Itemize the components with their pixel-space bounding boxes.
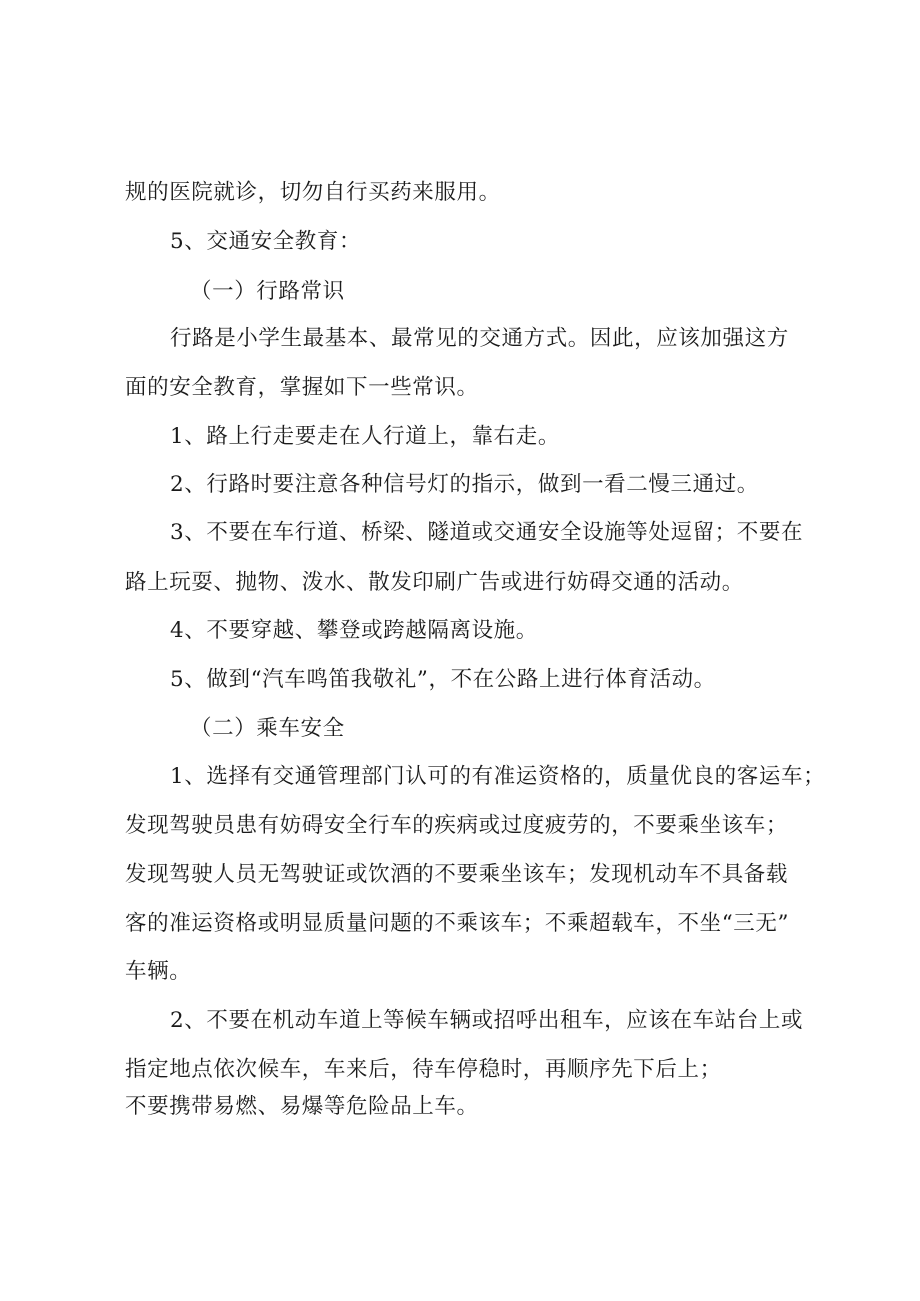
list-item: 3、不要在车行道、桥梁、隧道或交通安全设施等处逗留；不要在 xyxy=(170,520,804,545)
section-heading: 5、交通安全教育： xyxy=(170,229,362,254)
text-line: 行路是小学生最基本、最常见的交通方式。因此，应该加强这方 xyxy=(170,326,789,351)
list-item: 5、做到“汽车鸣笛我敬礼”，不在公路上进行体育活动。 xyxy=(170,667,716,692)
text-line: 面的安全教育，掌握如下一些常识。 xyxy=(125,375,479,400)
text-line: 发现驾驶人员无驾驶证或饮酒的不要乘坐该车；发现机动车不具备载 xyxy=(125,862,789,887)
subsection-heading: （一）行路常识 xyxy=(190,279,345,304)
list-item: 2、不要在机动车道上等候车辆或招呼出租车，应该在车站台上或 xyxy=(170,1008,804,1033)
text-line: 指定地点依次候车，车来后，待车停稳时，再顺序先下后上； xyxy=(125,1057,722,1082)
list-item: 1、路上行走要走在人行道上，靠右走。 xyxy=(170,424,560,449)
text-line: 规的医院就诊，切勿自行买药来服用。 xyxy=(125,180,501,205)
list-item: 1、选择有交通管理部门认可的有准运资格的，质量优良的客运车； xyxy=(170,764,826,789)
text-line: 客的准运资格或明显质量问题的不乘该车；不乘超载车，不坐“三无” xyxy=(125,911,790,936)
text-line: 路上玩耍、抛物、泼水、散发印刷广告或进行妨碍交通的活动。 xyxy=(125,570,744,595)
text-line: 车辆。 xyxy=(125,959,192,984)
list-item: 4、不要穿越、攀登或跨越隔离设施。 xyxy=(170,618,538,643)
subsection-heading: （二）乘车安全 xyxy=(190,716,345,741)
text-line: 发现驾驶员患有妨碍安全行车的疾病或过度疲劳的，不要乘坐该车； xyxy=(125,813,789,838)
text-line: 不要携带易燃、易爆等危险品上车。 xyxy=(125,1094,479,1119)
list-item: 2、行路时要注意各种信号灯的指示，做到一看二慢三通过。 xyxy=(170,472,759,497)
